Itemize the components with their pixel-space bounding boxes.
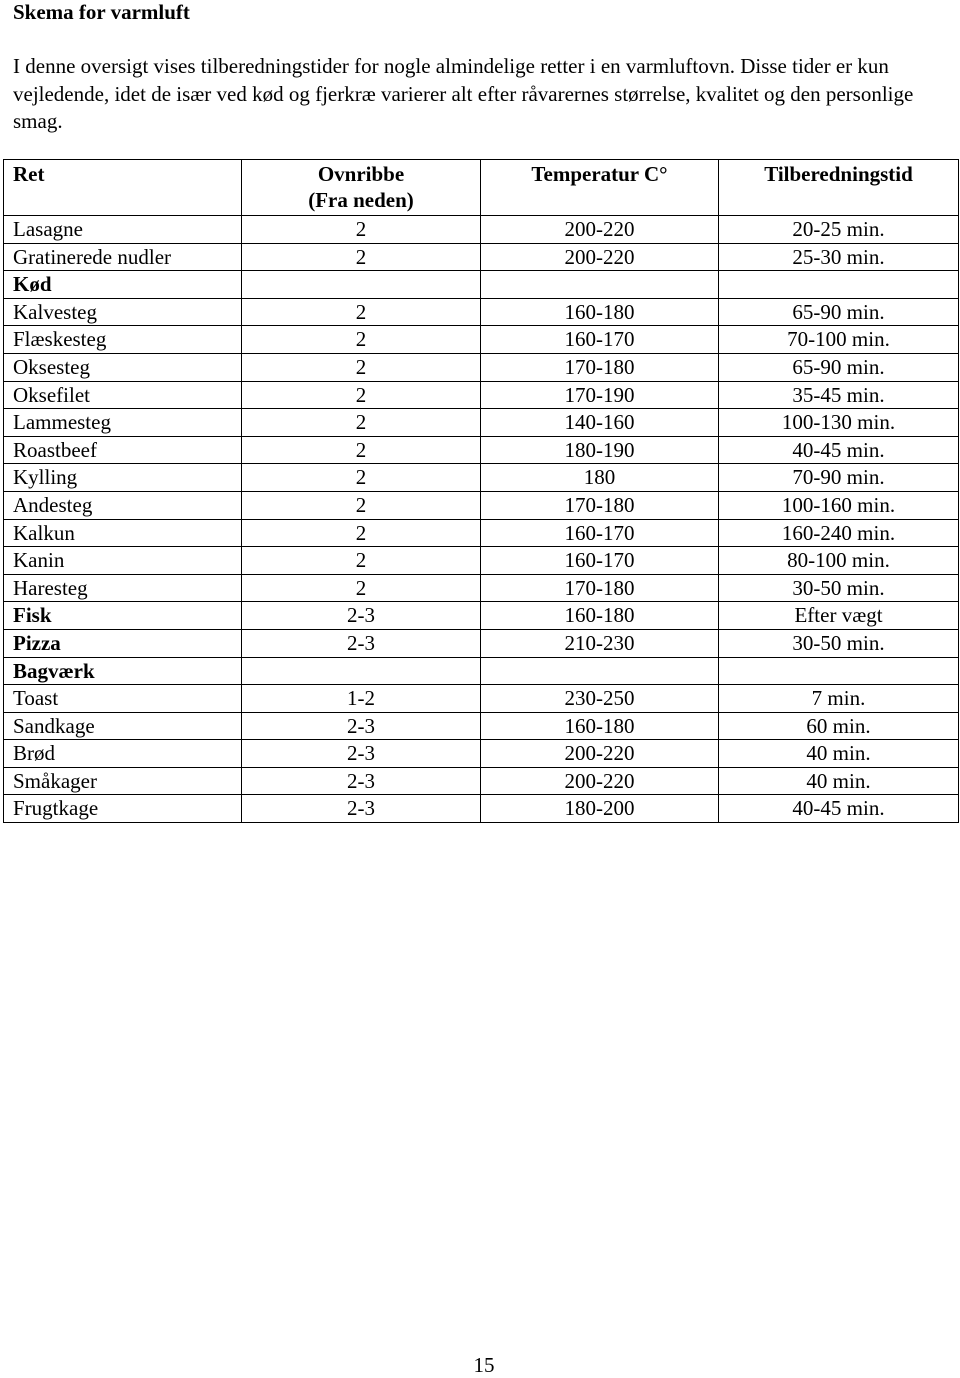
cell-time: 70-100 min. — [719, 326, 959, 354]
cell-dish: Brød — [4, 740, 242, 768]
cell-rack: 2-3 — [242, 602, 481, 630]
cell-time: 7 min. — [719, 685, 959, 713]
cell-temp: 230-250 — [481, 685, 719, 713]
cell-dish: Sandkage — [4, 712, 242, 740]
cell-rack — [242, 657, 481, 685]
cell-temp: 160-180 — [481, 602, 719, 630]
table-row — [4, 381, 959, 409]
cell-dish: Lammesteg — [4, 409, 242, 437]
header-dish: Ret — [4, 160, 242, 216]
cell-dish: Småkager — [4, 767, 242, 795]
table-row — [4, 767, 959, 795]
cell-dish: Frugtkage — [4, 795, 242, 823]
table-row — [4, 547, 959, 575]
cell-dish: Haresteg — [4, 574, 242, 602]
cell-temp — [481, 271, 719, 299]
table-row — [4, 353, 959, 381]
cell-dish: Kød — [4, 271, 242, 299]
page-title: Skema for varmluft — [13, 0, 190, 24]
cell-time: 65-90 min. — [719, 298, 959, 326]
table-row — [4, 436, 959, 464]
cell-time: 70-90 min. — [719, 464, 959, 492]
table-row — [4, 740, 959, 768]
table-header-row — [4, 160, 959, 216]
cell-rack: 2 — [242, 491, 481, 519]
cell-rack — [242, 271, 481, 299]
table-row — [4, 629, 959, 657]
cell-rack: 2 — [242, 409, 481, 437]
table-row — [4, 464, 959, 492]
table-row — [4, 574, 959, 602]
table-row — [4, 519, 959, 547]
cell-dish: Bagværk — [4, 657, 242, 685]
cell-time — [719, 271, 959, 299]
cell-rack: 2 — [242, 574, 481, 602]
cell-temp: 160-170 — [481, 519, 719, 547]
cell-time: 40 min. — [719, 740, 959, 768]
cell-dish: Roastbeef — [4, 436, 242, 464]
cell-rack: 2-3 — [242, 712, 481, 740]
cell-temp: 160-170 — [481, 547, 719, 575]
header-rack-sub: (Fra neden) — [308, 188, 414, 212]
header-temperature: Temperatur C° — [481, 160, 719, 216]
cell-temp: 170-180 — [481, 491, 719, 519]
cell-temp: 200-220 — [481, 243, 719, 271]
cell-time: 30-50 min. — [719, 574, 959, 602]
cell-rack: 2 — [242, 519, 481, 547]
page-number: 15 — [473, 1353, 495, 1377]
cell-time: 100-130 min. — [719, 409, 959, 437]
table-row — [4, 491, 959, 519]
table-row — [4, 602, 959, 630]
cell-dish: Kalkun — [4, 519, 242, 547]
header-time: Tilberedningstid — [719, 160, 959, 216]
cell-time: 100-160 min. — [719, 491, 959, 519]
cell-time: 160-240 min. — [719, 519, 959, 547]
table-row — [4, 216, 959, 244]
cell-dish: Kanin — [4, 547, 242, 575]
cell-dish: Pizza — [4, 629, 242, 657]
cell-dish: Flæskesteg — [4, 326, 242, 354]
cell-rack: 2 — [242, 216, 481, 244]
cell-temp: 200-220 — [481, 216, 719, 244]
cell-rack: 2 — [242, 436, 481, 464]
cell-dish: Oksesteg — [4, 353, 242, 381]
cell-dish: Kalvesteg — [4, 298, 242, 326]
cell-time: 30-50 min. — [719, 629, 959, 657]
cell-temp: 160-180 — [481, 298, 719, 326]
cell-rack: 2 — [242, 326, 481, 354]
cell-temp: 170-190 — [481, 381, 719, 409]
cell-time: 35-45 min. — [719, 381, 959, 409]
cell-time: 60 min. — [719, 712, 959, 740]
cell-rack: 1-2 — [242, 685, 481, 713]
cell-temp: 170-180 — [481, 574, 719, 602]
cell-time: 20-25 min. — [719, 216, 959, 244]
table-row — [4, 271, 959, 299]
table-row — [4, 795, 959, 823]
cell-temp: 200-220 — [481, 767, 719, 795]
cell-temp: 200-220 — [481, 740, 719, 768]
cell-time: 65-90 min. — [719, 353, 959, 381]
table-row — [4, 243, 959, 271]
cell-dish: Toast — [4, 685, 242, 713]
table-row — [4, 298, 959, 326]
table-row — [4, 712, 959, 740]
cell-rack: 2-3 — [242, 740, 481, 768]
cell-time: 40-45 min. — [719, 436, 959, 464]
cell-time: 25-30 min. — [719, 243, 959, 271]
cooking-times-table — [3, 159, 959, 823]
cell-time: 40 min. — [719, 767, 959, 795]
cell-rack: 2 — [242, 547, 481, 575]
cell-rack: 2-3 — [242, 629, 481, 657]
cell-time — [719, 657, 959, 685]
cell-dish: Lasagne — [4, 216, 242, 244]
cell-rack: 2 — [242, 353, 481, 381]
cell-time: 40-45 min. — [719, 795, 959, 823]
cell-temp: 160-180 — [481, 712, 719, 740]
table-row — [4, 685, 959, 713]
cell-temp: 180-190 — [481, 436, 719, 464]
cell-temp: 210-230 — [481, 629, 719, 657]
header-rack-label: Ovnribbe — [317, 162, 405, 186]
cell-dish: Andesteg — [4, 491, 242, 519]
cell-temp: 160-170 — [481, 326, 719, 354]
cell-dish: Kylling — [4, 464, 242, 492]
cell-time: Efter vægt — [719, 602, 959, 630]
intro-paragraph: I denne oversigt vises tilberedningstider for nogle almindelige retter i en varmluftovn. Disse tider er kun vejledende, idet de især ved kød og fjerkræ varierer alt efter råvarernes størrelse, kvalitet og den personlige smag. — [13, 54, 914, 133]
header-rack — [242, 160, 481, 216]
cell-dish: Fisk — [4, 602, 242, 630]
cell-rack: 2-3 — [242, 795, 481, 823]
cell-temp: 140-160 — [481, 409, 719, 437]
cell-rack: 2 — [242, 243, 481, 271]
cell-temp — [481, 657, 719, 685]
cell-rack: 2 — [242, 381, 481, 409]
cell-temp: 180-200 — [481, 795, 719, 823]
cell-temp: 170-180 — [481, 353, 719, 381]
table-row — [4, 657, 959, 685]
cell-temp: 180 — [481, 464, 719, 492]
cell-time: 80-100 min. — [719, 547, 959, 575]
cell-rack: 2-3 — [242, 767, 481, 795]
cell-rack: 2 — [242, 464, 481, 492]
cell-rack: 2 — [242, 298, 481, 326]
table-row — [4, 409, 959, 437]
table-row — [4, 326, 959, 354]
cell-dish: Gratinerede nudler — [4, 243, 242, 271]
cell-dish: Oksefilet — [4, 381, 242, 409]
